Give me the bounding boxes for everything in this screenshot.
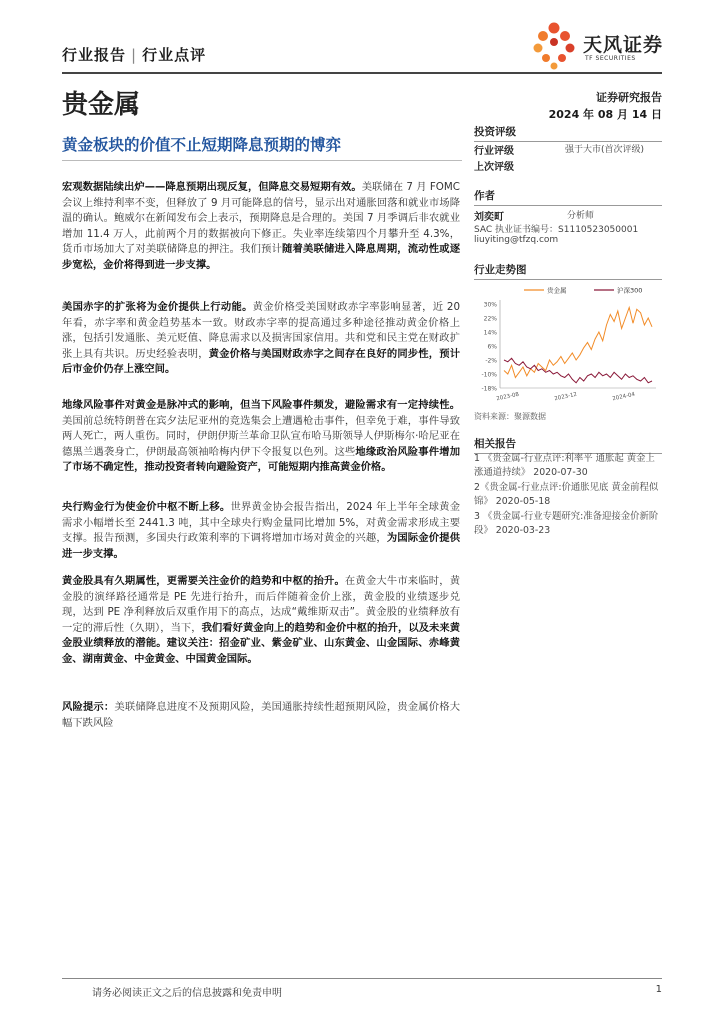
industry-trend-chart (474, 284, 662, 406)
sub-category-label: 行业点评 (142, 46, 207, 64)
y-tick-label: -2% (485, 357, 497, 365)
author-header: 作者 (474, 188, 662, 206)
y-tick-label: -10% (481, 371, 497, 379)
series-line (504, 358, 652, 383)
y-tick-label: 14% (483, 329, 497, 337)
paragraph-macro (62, 180, 460, 274)
para-body: 在黄金大牛市来临时，黄金股的演绎路径通常是 PE 先进行抬升，而后伴随着金价上涨，黄金股的业绩逐步兑现，达到 PE 净利释放后双重作用下的高点，达成“戴维斯双击”。黄金股的业绩释放有一定的滞后性（久期），当下， (62, 575, 461, 634)
x-tick-label: 2024-04 (611, 391, 636, 403)
title-divider (62, 160, 462, 161)
report-date: 2024 年 08 月 14 日 (548, 108, 662, 121)
header-divider (62, 72, 662, 74)
paragraph-risk (62, 700, 460, 731)
para-conclusion: 地缘政治风险事件增加了市场不确定性，推动投资者转向避险资产，可能短期内推高黄金价格。 (62, 445, 461, 474)
para-lead: 宏观数据陆续出炉——降息预期出现反复，但降息交易短期有效。 (62, 181, 362, 193)
report-category (62, 44, 206, 65)
para-body: 美联储降息进度不及预期风险，美国通胀持续性超预期风险，贵金属价格大幅下跌风险 (62, 701, 461, 729)
legend-label: 贵金属 (547, 286, 567, 295)
last-rating-label: 上次评级 (474, 162, 514, 173)
related-report[interactable]: 3 《贵金属-行业专题研究:准备迎接金价新阶段》 2020-03-23 (474, 511, 659, 536)
author-sac: SAC 执业证书编号：S1110523050001 (474, 225, 639, 235)
related-report[interactable]: 1 《贵金属-行业点评:利率平 通胀起 黄金上涨通道持续》 2020-07-30 (474, 453, 655, 478)
author-name: 刘奕町 (474, 212, 504, 223)
para-conclusion: 我们看好黄金向上的趋势和金价中枢的抬升，以及未来黄金股业绩释放的潜能。建议关注：招金矿业、紫金矿业、山东黄金、山金国际、赤峰黄金、湖南黄金、中金黄金、中国黄金国际。 (62, 621, 461, 665)
para-body: 世界黄金协会报告指出，2024 年上半年全球黄金需求小幅增长至 2441.3 吨，其中全球央行购金量同比增加 5%，对黄金需求形成主要支撑。报告预测，多国央行政策利率的下调将增加市场对黄金的兴趣， (62, 501, 460, 545)
logo-english: TF SECURITIES (585, 55, 636, 62)
para-conclusion: 黄金价格与美国财政赤字之间存在良好的同步性，预计后市金价仍存上涨空间。 (62, 347, 461, 376)
category-label: 行业报告 (62, 46, 127, 64)
category-separator: | (131, 46, 138, 64)
x-tick-label: 2023-12 (553, 391, 578, 403)
logo-name: 天风证券 (583, 34, 664, 56)
paragraph-geopolitics (62, 398, 460, 476)
para-lead: 黄金股具有久期属性，更需要关注金价的趋势和中枢的抬升。 (62, 575, 345, 587)
para-body: 黄金价格受美国财政赤字率影响显著，近 20 年看，赤字率和黄金趋势基本一致。财政赤字率的提高通过多种途径推动黄金价格上涨，包括引发通胀、美元贬值、降息需求以及损害国家信用。共和党和民主党在财政扩张上具有共识。历史经验表明， (62, 301, 461, 360)
sector-title: 贵金属 (62, 90, 141, 120)
report-type: 证券研究报告 (596, 91, 662, 104)
related-report[interactable]: 2《贵金属-行业点评:价通胀见底 黄金前程似锦》 2020-05-18 (474, 482, 659, 507)
para-conclusion: 随着美联储进入降息周期，流动性或逐步宽松，金价将得到进一步支撑。 (62, 243, 460, 271)
para-lead: 美国赤字的扩张将为金价提供上行动能。 (62, 301, 253, 313)
para-body: 美联储在 7 月 FOMC 会议上维持利率不变，但释放了 9 月可能降息的信号，显示出对通胀回落和就业市场降温的确认。鲍威尔在新闻发布会上表示，预期降息是合理的。美国 7 月季调后非农就业增加 11.4 万人，此前两个月的数据被向下修正。失业率连续第四个月攀升至 4.3%，货币市场加大了对美联储降息的押注。我们预计 (62, 181, 460, 256)
paragraph-deficit (62, 300, 460, 378)
paragraph-central-bank (62, 500, 460, 562)
rating-header: 投资评级 (474, 124, 662, 142)
industry-rating-label: 行业评级 (474, 146, 514, 157)
related-header: 相关报告 (474, 436, 662, 454)
para-body: 美国前总统特朗普在宾夕法尼亚州的竞选集会上遭遇枪击事件，但幸免于难，事件导致两人死亡，两人重伤。同时，伊朗伊斯兰革命卫队宣布哈马斯领导人伊斯梅尔·哈尼亚在德黑兰遇袭身亡，伊朗最高领袖哈梅内伊下令报复以色列。这些 (62, 414, 460, 458)
industry-rating-value: 强于大市(首次评级) (565, 145, 645, 155)
chart-source: 资料来源：聚源数据 (474, 412, 546, 421)
footer-divider (62, 978, 662, 979)
legend-label: 沪深300 (617, 286, 643, 295)
author-email[interactable]: liuyiting@tfzq.com (474, 235, 559, 245)
para-lead: 风险提示： (62, 701, 115, 713)
y-tick-label: 22% (483, 315, 497, 323)
y-tick-label: 6% (487, 343, 497, 351)
y-tick-label: 30% (483, 301, 497, 309)
x-tick-label: 2023-08 (495, 391, 520, 403)
trend-header: 行业走势图 (474, 262, 662, 280)
disclaimer-note: 请务必阅读正文之后的信息披露和免责申明 (92, 988, 282, 999)
para-conclusion: 为国际金价提供进一步支撑。 (62, 532, 461, 560)
page-number: 1 (655, 984, 662, 995)
paragraph-gold-stocks (62, 574, 460, 668)
author-role: 分析师 (567, 211, 595, 221)
para-lead: 央行购金行为使金价中枢不断上移。 (62, 501, 231, 513)
para-lead: 地缘风险事件对黄金是脉冲式的影响，但当下风险事件频发，避险需求有一定持续性。 (62, 399, 460, 411)
y-tick-label: -18% (481, 385, 497, 393)
report-title: 黄金板块的价值不止短期降息预期的博弈 (62, 136, 342, 154)
